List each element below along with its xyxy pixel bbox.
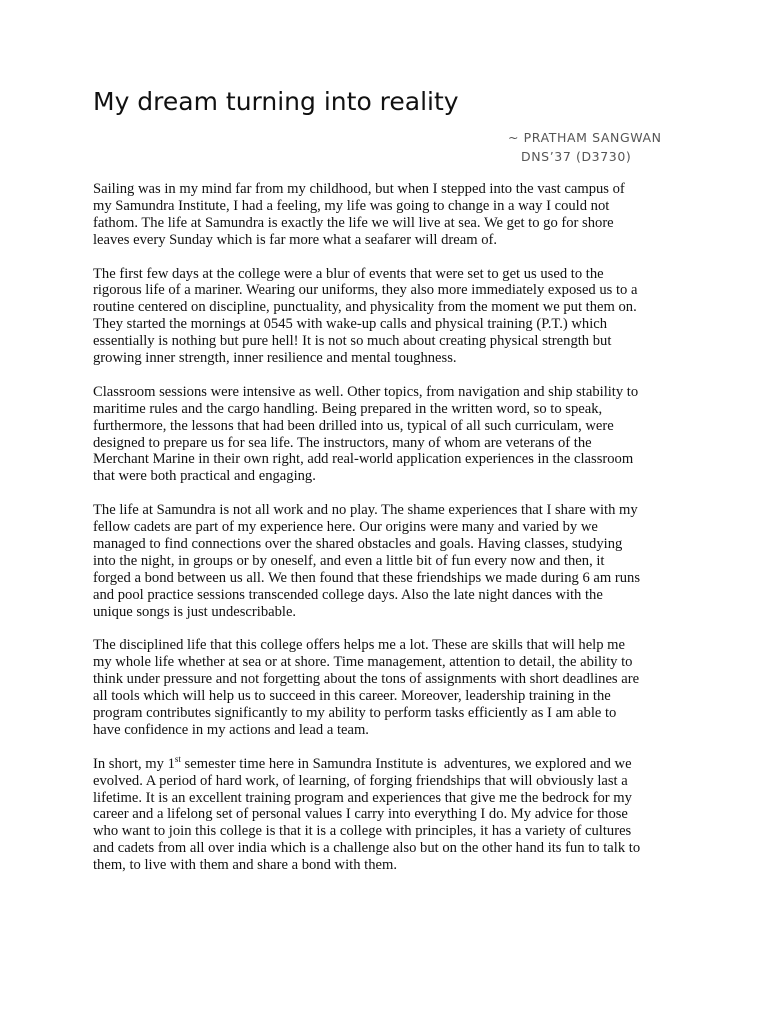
text-line: my Samundra Institute, I had a feeling, my life was going to change in a way I could not	[93, 197, 610, 214]
text-line: and pool practice sessions transcended college days. Also the late night dances with the	[93, 586, 603, 603]
author-details: DNS’37 (D3730)	[521, 149, 632, 164]
text-line: growing inner strength, inner resilience and mental toughness.	[93, 350, 457, 367]
text-line: essentially is nothing but pure hell! It is not so much about creating physical strength but	[93, 333, 612, 350]
document-title: My dream turning into reality	[93, 87, 459, 116]
text-line: unique songs is just undescribable.	[93, 603, 297, 620]
text-line: into the night, in groups or by oneself, and even a little bit of fun every now and then, it	[93, 552, 605, 569]
text-line: them, to live with them and share a bond with them.	[93, 857, 397, 874]
text-line: rigorous life of a mariner. Wearing our uniforms, they also more immediately exposed us to a	[93, 282, 638, 299]
text-line: who want to join this college is that it is a college with principles, it has a variety of cultures	[93, 823, 632, 840]
paragraph	[93, 502, 676, 620]
paragraph	[93, 637, 676, 738]
article-body	[93, 181, 676, 891]
paragraph	[93, 181, 676, 249]
text-line: The life at Samundra is not all work and no play. The shame experiences that I share with my	[93, 502, 638, 519]
text-line: lifetime. It is an excellent training program and experiences that give me the bedrock for my	[93, 789, 632, 806]
text-line: think under pressure and not forgetting about the tons of assignments with short deadlines are	[93, 671, 640, 688]
text-line: and cadets from all over india which is a challenge also but on the other hand its fun to talk to	[93, 840, 641, 857]
text-line: leaves every Sunday which is far more what a seafarer will dream of.	[93, 231, 498, 248]
text-line: all tools which will help us to succeed in this career. Moreover, leadership training in the	[93, 688, 611, 705]
paragraph	[93, 384, 676, 485]
text-line: forged a bond between us all. We then found that these friendships we made during 6 am runs	[93, 569, 641, 586]
text-segment: In short, my 1	[93, 755, 175, 772]
text-line: Classroom sessions were intensive as well. Other topics, from navigation and ship stability to	[93, 383, 639, 400]
text-line: that were both practical and engaging.	[93, 468, 316, 485]
text-line: Sailing was in my mind far from my childhood, but when I stepped into the vast campus of	[93, 181, 625, 197]
text-line: designed to prepare us for sea life. The instructors, many of whom are veterans of the	[93, 434, 592, 451]
paragraph	[93, 266, 676, 367]
text-line: my whole life whether at sea or at shore. Time management, attention to detail, the ability to	[93, 654, 633, 671]
text-segment: semester time here in Samundra Institute is adventures, we explored and we	[180, 755, 632, 772]
text-line: furthermore, the lessons that had been drilled into us, typical of all such curriculam, were	[93, 417, 614, 434]
text-line: maritime rules and the cargo handling. Being prepared in the written word, so to speak,	[93, 400, 603, 417]
author-byline	[508, 128, 662, 166]
text-line: have confidence in my actions and lead a team.	[93, 721, 369, 738]
text-line: fathom. The life at Samundra is exactly the life we will live at sea. We get to go for shore	[93, 214, 614, 231]
text-line: They started the mornings at 0545 with wake-up calls and physical training (P.T.) which	[93, 316, 608, 333]
text-line: fellow cadets are part of my experience here. Our origins were many and varied by we	[93, 519, 598, 536]
author-name: ~ PRATHAM SANGWAN	[508, 130, 662, 145]
text-line: The first few days at the college were a blur of events that were set to get us used to the	[93, 265, 604, 282]
text-line: The disciplined life that this college offers helps me a lot. These are skills that will help me	[93, 637, 625, 654]
text-line: evolved. A period of hard work, of learning, of forging friendships that will obviously last a	[93, 772, 628, 789]
text-line: Merchant Marine in their own right, add real-world application experiences in the classroom	[93, 451, 634, 468]
text-line: managed to find connections over the shared obstacles and goals. Having classes, studying	[93, 535, 623, 552]
text-line: program contributes significantly to my ability to perform tasks efficiently as I am able to	[93, 705, 617, 722]
text-line: career and a lifelong set of personal values I carry into everything I do. My advice for those	[93, 806, 628, 823]
superscript: st	[174, 753, 181, 764]
text-line: routine centered on discipline, punctuality, and physicality from the moment we put them on.	[93, 299, 637, 316]
paragraph	[93, 753, 676, 874]
text-line	[93, 753, 676, 773]
